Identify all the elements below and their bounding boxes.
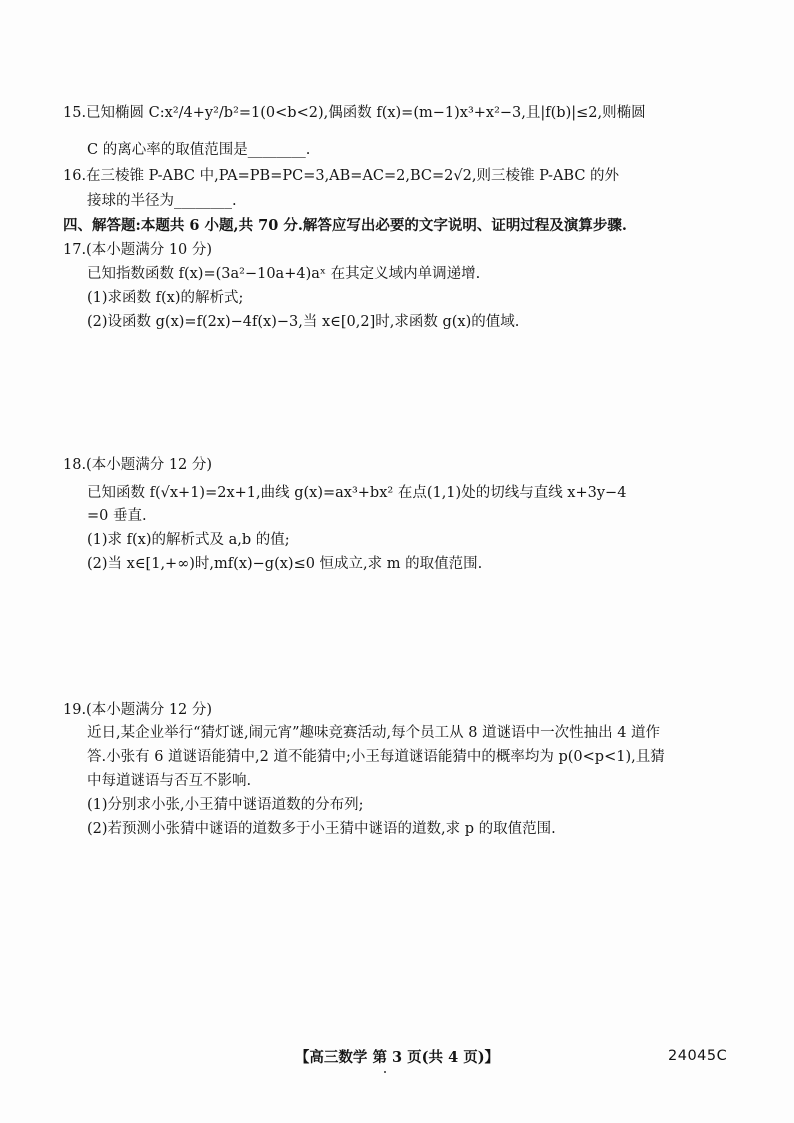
q19-stem-line1: 近日,某企业举行“猜灯谜,闹元宵”趣味竞赛活动,每个员工从 8 道谜语中一次性抽出 4 道作 <box>87 725 661 741</box>
q17-part2: (2)设函数 g(x)=f(2x)−4f(x)−3,当 x∈[0,2]时,求函数 g(x)的值域. <box>87 314 520 330</box>
q17-header: 17.(本小题满分 10 分) <box>63 242 213 258</box>
q19-part1: (1)分别求小张,小王猜中谜语道数的分布列; <box>87 797 364 813</box>
q15-line2: C 的离心率的取值范围是________. <box>87 142 311 158</box>
q19-header: 19.(本小题满分 12 分) <box>63 702 213 718</box>
q18-stem-line1: 已知函数 f(√x+1)=2x+1,曲线 g(x)=ax³+bx² 在点(1,1)处的切线与直线 x+3y−4 <box>87 485 627 501</box>
q18-part2: (2)当 x∈[1,+∞)时,mf(x)−g(x)≤0 恒成立,求 m 的取值范围. <box>87 556 483 572</box>
page-footer: 【高三数学 第 3 页(共 4 页)】 <box>294 1049 500 1066</box>
q18-header: 18.(本小题满分 12 分) <box>63 457 213 473</box>
q16-line2: 接球的半径为________. <box>87 193 237 209</box>
section-heading: 四、解答题:本题共 6 小题,共 70 分.解答应写出必要的文字说明、证明过程及演算步骤. <box>63 217 627 234</box>
q16-line1: 16.在三棱锥 P-ABC 中,PA=PB=PC=3,AB=AC=2,BC=2√2,则三棱锥 P-ABC 的外 <box>63 168 620 184</box>
q18-stem-line2: =0 垂直. <box>87 508 147 524</box>
q19-stem-line3: 中每道谜语与否互不影响. <box>87 773 252 789</box>
exam-code: 24045C <box>668 1048 728 1064</box>
q15-line1: 15.已知椭圆 C:x²/4+y²/b²=1(0<b<2),偶函数 f(x)=(m−1)x³+x²−3,且|f(b)|≤2,则椭圆 <box>63 105 646 121</box>
scan-speck <box>384 1071 386 1073</box>
q18-part1: (1)求 f(x)的解析式及 a,b 的值; <box>87 532 290 548</box>
q17-stem: 已知指数函数 f(x)=(3a²−10a+4)aˣ 在其定义域内单调递增. <box>87 266 481 282</box>
q19-part2: (2)若预测小张猜中谜语的道数多于小王猜中谜语的道数,求 p 的取值范围. <box>87 821 556 837</box>
q17-part1: (1)求函数 f(x)的解析式; <box>87 290 244 306</box>
q19-stem-line2: 答.小张有 6 道谜语能猜中,2 道不能猜中;小王每道谜语能猜中的概率均为 p(0<p<1),且猜 <box>87 749 665 765</box>
